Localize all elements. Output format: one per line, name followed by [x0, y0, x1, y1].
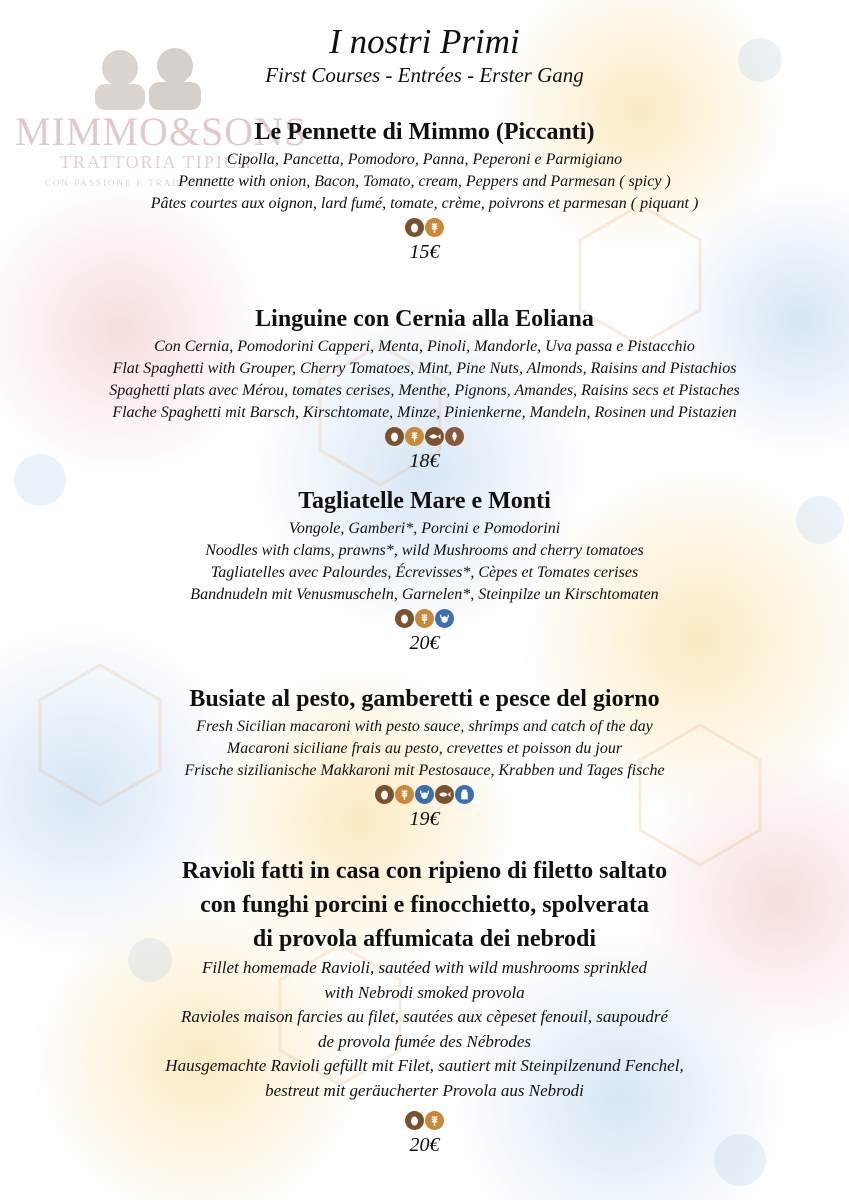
dish-desc-line: Flat Spaghetti with Grouper, Cherry Tomatoes, Mint, Pine Nuts, Almonds, Raisins and Pistachios — [112, 360, 737, 377]
egg-icon — [405, 218, 424, 237]
dish-desc-line: Bandnudeln mit Venusmuscheln, Garnelen*, Steinpilze un Kirschtomaten — [190, 586, 659, 603]
dish-description — [0, 336, 849, 424]
dish-desc-line: Fresh Sicilian macaroni with pesto sauce, shrimps and catch of the day — [196, 718, 653, 735]
dish-pennette — [0, 115, 849, 265]
dish-price: 18€ — [409, 450, 440, 472]
dish-tagliatelle — [0, 484, 849, 656]
fish-icon — [425, 427, 444, 446]
allergen-icons — [0, 785, 849, 805]
egg-icon — [375, 785, 394, 804]
allergen-icons — [0, 218, 849, 238]
gluten-icon — [405, 427, 424, 446]
nut-icon — [445, 427, 464, 446]
gluten-icon — [425, 218, 444, 237]
allergen-icons — [0, 609, 849, 629]
dish-title — [0, 854, 849, 956]
gluten-icon — [415, 609, 434, 628]
dish-desc-line: Ravioles maison farcies au filet, sautées aux cèpeset fenouil, saupoudré — [180, 1007, 669, 1026]
dish-desc-line: Spaghetti plats avec Mérou, tomates cerises, Menthe, Pignons, Amandes, Raisins secs et Pistaches — [109, 382, 740, 399]
dish-price: 20€ — [409, 632, 440, 654]
dish-desc-line: with Nebrodi smoked provola — [324, 982, 525, 1002]
logo-wordmark: MIMMO&SONS — [15, 109, 308, 154]
dish-description — [0, 716, 849, 782]
egg-icon — [385, 427, 404, 446]
dish-price: 15€ — [409, 241, 440, 263]
egg-icon — [395, 609, 414, 628]
dish-desc-line: Pennette with onion, Bacon, Tomato, cream, Peppers and Parmesan ( spicy ) — [178, 173, 671, 190]
dish-desc-line: Pâtes courtes aux oignon, lard fumé, tomate, crème, poivrons et parmesan ( piquant ) — [150, 195, 699, 212]
dish-desc-line: Hausgemachte Ravioli gefüllt mit Filet, sautiert mit Steinpilzenund Fenchel, — [165, 1056, 684, 1075]
dish-price: 20€ — [409, 1134, 440, 1156]
logo-tagline: CON PASSIONE E TRADIZIONE — [45, 178, 223, 188]
dish-title: Linguine con Cernia alla Eoliana — [255, 306, 594, 332]
dish-description — [0, 956, 849, 1103]
gluten-icon — [425, 1111, 444, 1130]
dish-title-line: con funghi porcini e finocchietto, spolverata — [200, 892, 649, 918]
dish-desc-line: de provola fumée des Nébrodes — [317, 1031, 532, 1051]
dish-description — [0, 518, 849, 606]
dish-ravioli — [0, 854, 849, 1158]
dish-title-line: di provola affumicata dei nebrodi — [252, 926, 597, 952]
gluten-icon — [395, 785, 414, 804]
dish-linguine — [0, 302, 849, 474]
dish-title-line: Ravioli fatti in casa con ripieno di filetto saltato — [181, 858, 668, 884]
logo-subtitle: TRATTORIA TIPICA — [60, 152, 253, 172]
crustacean-icon — [415, 785, 434, 804]
dish-desc-line: Macaroni siciliane frais au pesto, crevettes et poisson du jour — [226, 740, 623, 757]
crustacean-icon — [435, 609, 454, 628]
milk-icon — [455, 785, 474, 804]
dish-desc-line: Noodles with clams, prawns*, wild Mushrooms and cherry tomatoes — [205, 542, 644, 559]
dish-price: 19€ — [409, 808, 440, 830]
dish-desc-line: Con Cernia, Pomodorini Capperi, Menta, Pinoli, Mandorle, Uva passa e Pistacchio — [154, 338, 695, 355]
dish-desc-line: bestreut mit geräucherter Provola aus Nebrodi — [265, 1080, 584, 1100]
page-title: I nostri Primi — [329, 22, 520, 61]
egg-icon — [405, 1111, 424, 1130]
dish-desc-line: Fillet homemade Ravioli, sautéed with wild mushrooms sprinkled — [201, 958, 648, 977]
page-subtitle: First Courses - Entrées - Erster Gang — [265, 63, 584, 87]
dish-title: Busiate al pesto, gamberetti e pesce del giorno — [189, 686, 660, 712]
dish-description — [0, 149, 849, 215]
dish-desc-line: Tagliatelles avec Palourdes, Écrevisses*, Cèpes et Tomates cerises — [210, 564, 639, 581]
dish-desc-line: Vongole, Gamberi*, Porcini e Pomodorini — [288, 520, 561, 537]
dish-desc-line: Flache Spaghetti mit Barsch, Kirschtomate, Minze, Pinienkerne, Mandeln, Rosinen und Pistazien — [112, 404, 737, 421]
fish-icon — [435, 785, 454, 804]
allergen-icons — [0, 427, 849, 447]
dish-desc-line: Cipolla, Pancetta, Pomodoro, Panna, Peperoni e Parmigiano — [226, 151, 623, 168]
dish-busiate — [0, 682, 849, 832]
dish-title: Le Pennette di Mimmo (Piccanti) — [254, 119, 595, 145]
dish-desc-line: Frische sizilianische Makkaroni mit Pestosauce, Krabben und Tages fische — [184, 762, 665, 779]
allergen-icons — [0, 1111, 849, 1131]
dish-title: Tagliatelle Mare e Monti — [298, 488, 551, 514]
